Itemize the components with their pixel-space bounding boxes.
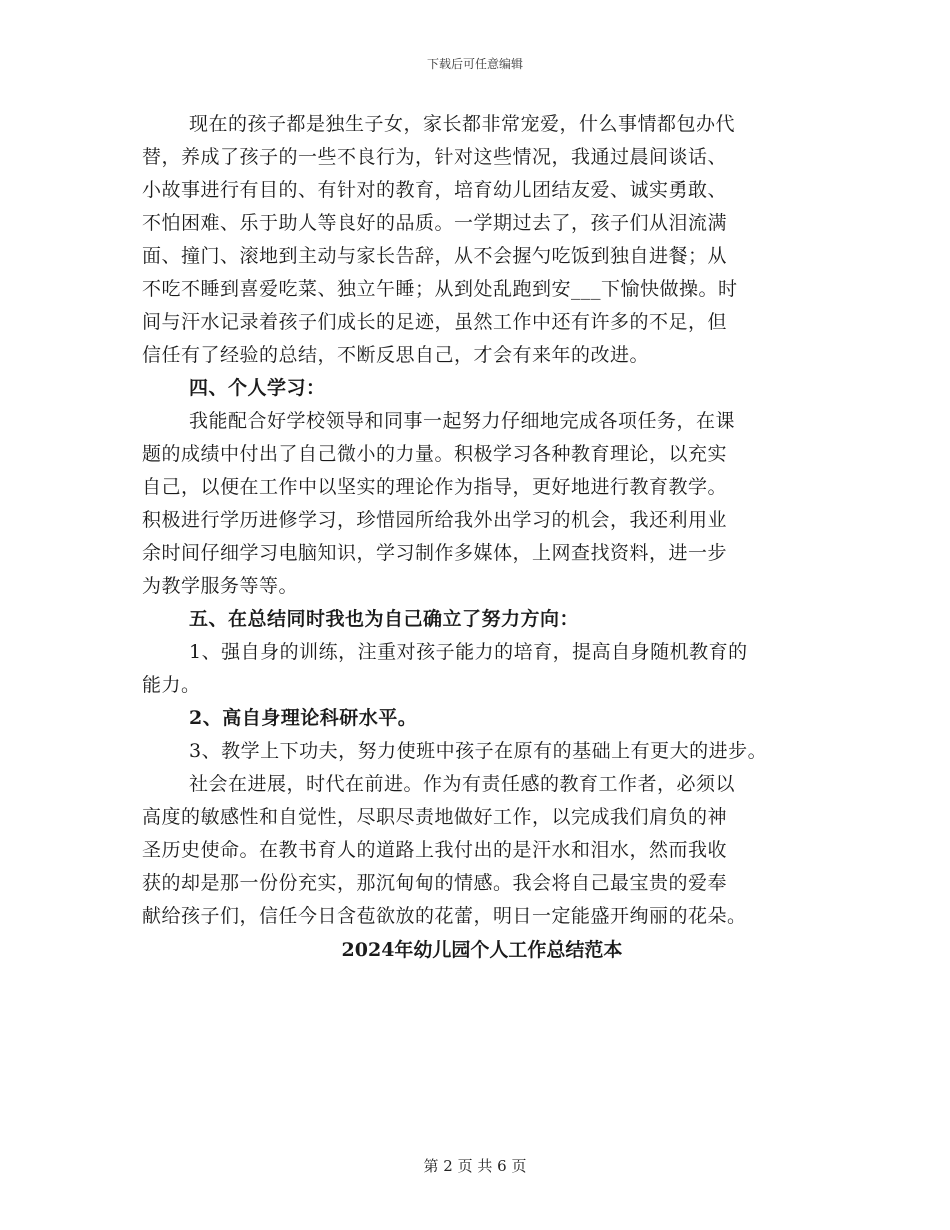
page-header: 下载后可任意编辑	[426, 57, 523, 71]
page-footer: 第 2 页 共 6 页	[423, 1157, 527, 1175]
section-title: 2024年幼儿园个人工作总结范本	[341, 939, 623, 961]
text-line: 社会在进展，时代在前进。作为有责任感的教育工作者，必须以	[189, 773, 736, 795]
section-heading-line: 2、高自身理论科研水平。	[189, 707, 418, 729]
text-line: 信任有了经验的总结，不断反思自己，才会有来年的改进。	[142, 344, 650, 366]
document-body	[142, 108, 822, 967]
section-heading-line: 五、在总结同时我也为自己确立了努力方向：	[189, 608, 580, 630]
text-line: 题的成绩中付出了自己微小的力量。积极学习各种教育理论，以充实	[142, 443, 728, 465]
text-line: 获的却是那一份份充实，那沉甸甸的情感。我会将自己最宝贵的爱奉	[142, 872, 728, 894]
text-line: 小故事进行有目的、有针对的教育，培育幼儿团结友爱、诚实勇敢、	[142, 179, 728, 201]
text-line: 积极进行学历进修学习，珍惜园所给我外出学习的机会，我还利用业	[142, 509, 728, 531]
text-line: 献给孩子们，信任今日含苞欲放的花蕾，明日一定能盛开绚丽的花朵。	[142, 905, 747, 927]
text-line: 1、强自身的训练，注重对孩子能力的培育，提高自身随机教育的	[189, 641, 748, 663]
text-line: 能力。	[142, 674, 201, 696]
text-line: 3、教学上下功夫，努力使班中孩子在原有的基础上有更大的进步。	[189, 740, 768, 762]
text-line: 间与汗水记录着孩子们成长的足迹，虽然工作中还有许多的不足，但	[142, 311, 728, 333]
text-line: 高度的敏感性和自觉性，尽职尽责地做好工作，以完成我们肩负的神	[142, 806, 728, 828]
text-line: 不怕困难、乐于助人等良好的品质。一学期过去了，孩子们从泪流满	[142, 212, 728, 234]
text-line: 现在的孩子都是独生子女，家长都非常宠爱，什么事情都包办代	[189, 113, 736, 135]
text-line: 自己，以便在工作中以坚实的理论作为指导，更好地进行教育教学。	[142, 476, 728, 498]
text-line: 余时间仔细学习电脑知识，学习制作多媒体，上网查找资料，进一步	[142, 542, 728, 564]
text-line: 圣历史使命。在教书育人的道路上我付出的是汗水和泪水，然而我收	[142, 839, 728, 861]
text-line: 为教学服务等等。	[142, 575, 299, 597]
text-line: 我能配合好学校领导和同事一起努力仔细地完成各项任务，在课	[189, 410, 736, 432]
paragraph-lines	[142, 108, 822, 933]
text-line: 替，养成了孩子的一些不良行为，针对这些情况，我通过晨间谈话、	[142, 146, 728, 168]
text-line: 面、撞门、滚地到主动与家长告辞，从不会握勺吃饭到独自进餐；从	[142, 245, 728, 267]
section-heading-line: 四、个人学习：	[189, 377, 326, 399]
text-line: 不吃不睡到喜爱吃菜、独立午睡；从到处乱跑到安___下愉快做操。时	[142, 278, 738, 300]
